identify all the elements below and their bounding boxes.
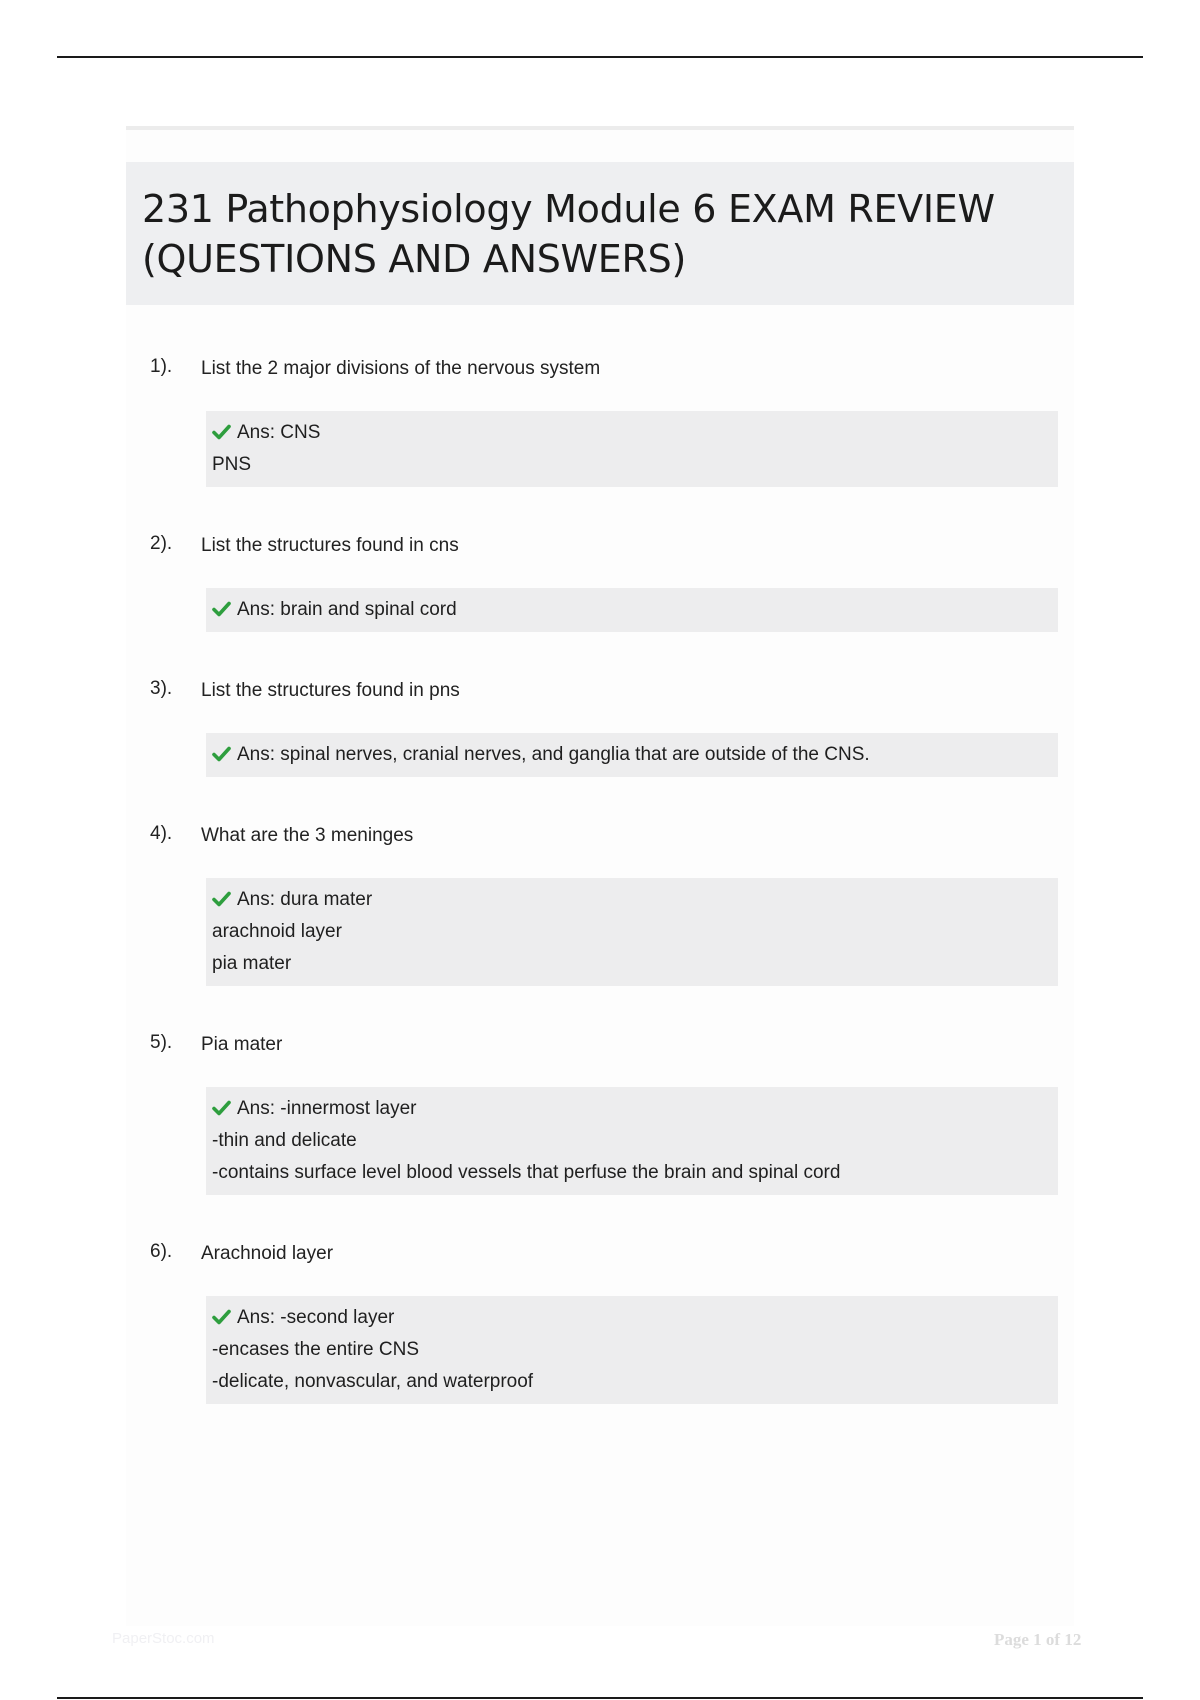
answer-line: -contains surface level blood vessels that perfuse the brain and spinal cord	[212, 1162, 841, 1183]
question-item	[126, 1032, 1074, 1195]
check-icon	[212, 601, 231, 617]
question-item	[126, 823, 1074, 986]
bottom-rule	[57, 1697, 1143, 1699]
answer-line	[212, 417, 1052, 449]
answer-line	[212, 884, 1052, 916]
question-text: List the 2 major divisions of the nervous system	[201, 358, 601, 379]
answer-text: Ans: spinal nerves, cranial nerves, and ganglia that are outside of the CNS.	[237, 744, 870, 765]
question-number: 4).	[150, 823, 173, 844]
answer-text: Ans: -innermost layer	[237, 1098, 417, 1119]
answer-line: arachnoid layer	[212, 921, 342, 942]
question-number: 6).	[150, 1241, 173, 1262]
question-text: Arachnoid layer	[201, 1243, 334, 1264]
answer-text: Ans: brain and spinal cord	[237, 599, 457, 620]
answer-box	[206, 411, 1058, 487]
answer-box	[206, 878, 1058, 986]
check-icon	[212, 1309, 231, 1325]
top-rule	[57, 56, 1143, 58]
question-item	[126, 1241, 1074, 1404]
answer-line: -encases the entire CNS	[212, 1339, 419, 1360]
check-icon	[212, 746, 231, 762]
page-number: Page 1 of 12	[994, 1630, 1082, 1649]
answer-line: pia mater	[212, 953, 292, 974]
watermark: PaperStoc.com	[112, 1630, 215, 1647]
question-number: 5).	[150, 1032, 173, 1053]
question-text: What are the 3 meninges	[201, 825, 414, 846]
answer-text: Ans: dura mater	[237, 889, 373, 910]
question-text: Pia mater	[201, 1034, 283, 1055]
question-text: List the structures found in pns	[201, 680, 460, 701]
answer-line	[212, 1093, 1052, 1125]
answer-line	[212, 739, 1052, 771]
answer-line: -delicate, nonvascular, and waterproof	[212, 1371, 534, 1392]
answer-box	[206, 1087, 1058, 1195]
title-line-2: (QUESTIONS AND ANSWERS)	[142, 237, 686, 281]
answer-line: -thin and delicate	[212, 1130, 357, 1151]
question-item	[126, 356, 1074, 487]
document-title	[142, 184, 1058, 284]
question-item	[126, 533, 1074, 632]
answer-box	[206, 1296, 1058, 1404]
question-number: 2).	[150, 533, 173, 554]
check-icon	[212, 1100, 231, 1116]
check-icon	[212, 424, 231, 440]
answer-text: Ans: -second layer	[237, 1307, 395, 1328]
check-icon	[212, 891, 231, 907]
question-text: List the structures found in cns	[201, 535, 459, 556]
title-banner	[126, 162, 1074, 305]
answer-line	[212, 594, 1052, 626]
answer-line: PNS	[212, 454, 252, 475]
question-number: 3).	[150, 678, 173, 699]
title-line-1: 231 Pathophysiology Module 6 EXAM REVIEW	[142, 187, 995, 231]
page-top-divider	[126, 126, 1074, 130]
answer-text: Ans: CNS	[237, 422, 321, 443]
answer-line	[212, 1302, 1052, 1334]
question-list	[126, 356, 1074, 1450]
answer-box	[206, 733, 1058, 777]
question-number: 1).	[150, 356, 173, 377]
question-item	[126, 678, 1074, 777]
answer-box	[206, 588, 1058, 632]
